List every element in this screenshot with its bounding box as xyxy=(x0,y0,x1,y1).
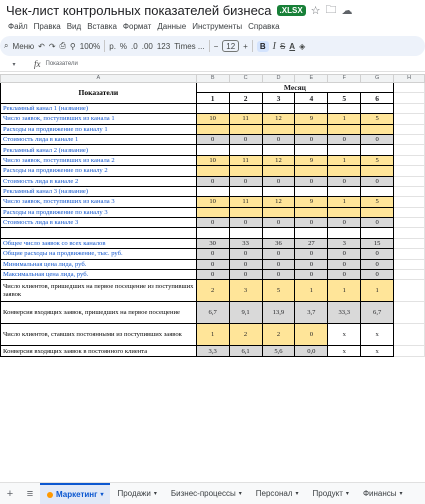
value-cell[interactable] xyxy=(196,186,229,196)
value-cell[interactable]: 1 xyxy=(295,280,328,302)
value-cell[interactable]: 11 xyxy=(229,155,262,165)
table-row xyxy=(1,259,425,269)
star-icon[interactable]: ☆ xyxy=(310,4,321,17)
value-cell[interactable]: 0 xyxy=(361,218,394,228)
menu-file[interactable]: Файл xyxy=(8,21,28,31)
table-row xyxy=(1,302,425,324)
search-icon[interactable]: ⌕ xyxy=(4,41,9,50)
menu-tools[interactable]: Инструменты xyxy=(192,21,243,31)
sheet-tab-label: Маркетинг xyxy=(56,490,98,499)
empty-cell[interactable] xyxy=(295,228,328,238)
value-cell[interactable]: 6,7 xyxy=(361,302,394,324)
value-cell[interactable]: 0 xyxy=(229,259,262,269)
file-format-badge: .XLSX xyxy=(277,5,306,16)
font-family-select[interactable]: Times ... xyxy=(174,41,205,51)
value-cell[interactable]: 3,3 xyxy=(196,346,229,356)
month-number[interactable]: 3 xyxy=(262,93,295,103)
value-cell[interactable]: 0 xyxy=(229,249,262,259)
value-cell[interactable]: 2 xyxy=(196,280,229,302)
value-cell[interactable] xyxy=(295,186,328,196)
value-cell[interactable]: 0 xyxy=(196,218,229,228)
empty-cell[interactable] xyxy=(328,228,361,238)
value-cell[interactable]: 1 xyxy=(361,280,394,302)
table-row xyxy=(1,207,425,217)
value-cell[interactable] xyxy=(361,207,394,217)
value-cell[interactable] xyxy=(361,166,394,176)
value-cell[interactable]: 11 xyxy=(229,197,262,207)
value-cell[interactable]: 5 xyxy=(361,155,394,165)
empty-cell[interactable] xyxy=(394,114,425,124)
value-cell[interactable] xyxy=(229,145,262,155)
value-cell[interactable] xyxy=(295,124,328,134)
empty-cell[interactable] xyxy=(394,134,425,144)
value-cell[interactable] xyxy=(262,145,295,155)
empty-cell[interactable] xyxy=(361,228,394,238)
menu-insert[interactable]: Вставка xyxy=(87,21,117,31)
value-cell[interactable]: 0 xyxy=(262,249,295,259)
sheet-tab-marketing[interactable] xyxy=(40,483,110,504)
row-label[interactable]: Общие расходы на продвижение, тыс. руб. xyxy=(1,249,197,259)
percent-format-button[interactable]: % xyxy=(119,41,128,51)
value-cell[interactable]: 10 xyxy=(196,155,229,165)
row-label[interactable]: Число клиентов, ставших постоянными из поступивших заявок xyxy=(1,324,197,346)
all-sheets-icon[interactable]: ≡ xyxy=(26,487,34,500)
channel-name-cell[interactable]: Рекламный канал 2 (название) xyxy=(1,145,197,155)
value-cell[interactable]: 0 xyxy=(328,134,361,144)
table-row xyxy=(1,114,425,124)
document-title[interactable]: Чек-лист контрольных показателей бизнеса xyxy=(6,2,272,18)
currency-format-button[interactable]: р. xyxy=(109,41,116,51)
value-cell[interactable]: 0 xyxy=(229,134,262,144)
table-row xyxy=(1,124,425,134)
menus-search-button[interactable]: Меню xyxy=(12,41,35,51)
value-cell[interactable] xyxy=(328,166,361,176)
value-cell[interactable]: 0 xyxy=(229,176,262,186)
empty-cell[interactable] xyxy=(394,103,425,113)
value-cell[interactable]: 36 xyxy=(262,238,295,248)
month-number[interactable]: 5 xyxy=(328,93,361,103)
empty-cell[interactable] xyxy=(229,228,262,238)
value-cell[interactable]: 2 xyxy=(229,324,262,346)
value-cell[interactable] xyxy=(361,145,394,155)
sheet-tab-label: Персонал xyxy=(255,489,293,498)
value-cell[interactable]: 11 xyxy=(229,114,262,124)
empty-cell[interactable] xyxy=(196,228,229,238)
row-label[interactable]: Минимальная цена лида, руб. xyxy=(1,259,197,269)
sheet-tab-label: Продажи xyxy=(117,489,151,498)
empty-cell[interactable] xyxy=(394,346,425,356)
empty-cell[interactable] xyxy=(394,93,425,103)
empty-cell[interactable] xyxy=(394,259,425,269)
menu-edit[interactable]: Правка xyxy=(33,21,61,31)
month-number[interactable]: 4 xyxy=(295,93,328,103)
value-cell[interactable]: 3 xyxy=(328,238,361,248)
value-cell[interactable]: 30 xyxy=(196,238,229,248)
value-cell[interactable]: 15 xyxy=(361,238,394,248)
value-cell[interactable] xyxy=(295,103,328,113)
row-label[interactable]: Расходы на продвижение по каналу 1 xyxy=(1,124,197,134)
row-label[interactable]: Число заявок, поступивших из канала 2 xyxy=(1,155,197,165)
value-cell[interactable]: 0 xyxy=(229,218,262,228)
toolbar xyxy=(0,36,425,56)
channel-name-cell[interactable]: Рекламный канал 3 (название) xyxy=(1,186,197,196)
value-cell[interactable] xyxy=(229,124,262,134)
row-label[interactable]: Расходы на продвижение по каналу 3 xyxy=(1,207,197,217)
value-cell[interactable]: 0 xyxy=(262,218,295,228)
value-cell[interactable] xyxy=(196,166,229,176)
column-header[interactable]: F xyxy=(328,75,361,83)
empty-cell[interactable] xyxy=(394,166,425,176)
column-header-row xyxy=(1,75,425,83)
value-cell[interactable]: 0 xyxy=(328,249,361,259)
value-cell[interactable]: 1 xyxy=(328,155,361,165)
value-cell[interactable]: 1 xyxy=(328,280,361,302)
title-bar xyxy=(0,0,425,20)
empty-cell[interactable] xyxy=(394,270,425,280)
value-cell[interactable] xyxy=(295,166,328,176)
value-cell[interactable]: 6,7 xyxy=(196,302,229,324)
value-cell[interactable] xyxy=(262,103,295,113)
value-cell[interactable]: 0 xyxy=(262,259,295,269)
value-cell[interactable] xyxy=(328,124,361,134)
table-row xyxy=(1,166,425,176)
value-cell[interactable]: x xyxy=(328,324,361,346)
channel-name-cell[interactable]: Рекламный канал 1 (название) xyxy=(1,103,197,113)
value-cell[interactable] xyxy=(328,145,361,155)
value-cell[interactable]: 27 xyxy=(295,238,328,248)
folder-icon[interactable]: 🗀 xyxy=(325,3,337,16)
table-row xyxy=(1,228,425,238)
empty-cell[interactable] xyxy=(394,228,425,238)
number-format-button[interactable]: 123 xyxy=(156,41,171,51)
table-row xyxy=(1,324,425,346)
value-cell[interactable] xyxy=(196,145,229,155)
value-cell[interactable]: 9 xyxy=(295,155,328,165)
month-header[interactable]: Месяц xyxy=(196,83,393,93)
value-cell[interactable]: 0 xyxy=(295,324,328,346)
value-cell[interactable]: 12 xyxy=(262,114,295,124)
sheet-tab-product[interactable] xyxy=(306,483,356,504)
table-row xyxy=(1,346,425,356)
increase-decimal-button[interactable]: .00 xyxy=(141,41,153,51)
column-header[interactable]: C xyxy=(229,75,262,83)
cloud-icon[interactable]: ☁ xyxy=(341,4,353,17)
print-icon[interactable]: ⎙ xyxy=(59,41,66,50)
sheet-tab-business-processes[interactable] xyxy=(164,483,249,504)
table-row xyxy=(1,83,425,93)
add-sheet-icon[interactable]: + xyxy=(6,487,14,500)
table-row xyxy=(1,186,425,196)
value-cell[interactable]: 0 xyxy=(328,218,361,228)
row-label[interactable]: Число заявок, поступивших из канала 3 xyxy=(1,197,197,207)
value-cell[interactable]: 5 xyxy=(262,280,295,302)
value-cell[interactable]: 0 xyxy=(295,218,328,228)
value-cell[interactable]: 0 xyxy=(196,249,229,259)
value-cell[interactable]: 0 xyxy=(262,270,295,280)
empty-cell[interactable] xyxy=(394,197,425,207)
column-header[interactable]: G xyxy=(361,75,394,83)
empty-cell[interactable] xyxy=(394,218,425,228)
table-row xyxy=(1,238,425,248)
value-cell[interactable] xyxy=(229,103,262,113)
table-row xyxy=(1,280,425,302)
value-cell[interactable] xyxy=(295,207,328,217)
empty-cell[interactable] xyxy=(1,228,197,238)
italic-button[interactable]: I xyxy=(272,40,276,52)
font-size-increase-button[interactable]: + xyxy=(243,41,248,51)
chevron-down-icon[interactable]: ▾ xyxy=(345,491,349,497)
value-cell[interactable]: 0 xyxy=(196,134,229,144)
value-cell[interactable] xyxy=(262,186,295,196)
row-label[interactable]: Число заявок, поступивших из канала 1 xyxy=(1,114,197,124)
chevron-down-icon[interactable]: ▾ xyxy=(399,491,403,497)
value-cell[interactable]: 12 xyxy=(262,197,295,207)
table-row xyxy=(1,103,425,113)
menu-format[interactable]: Формат xyxy=(122,21,152,31)
row-label[interactable]: Стоимость лида в канале 2 xyxy=(1,176,197,186)
empty-cell[interactable] xyxy=(394,176,425,186)
value-cell[interactable] xyxy=(361,186,394,196)
column-header[interactable]: B xyxy=(196,75,229,83)
value-cell[interactable]: 0 xyxy=(361,259,394,269)
value-cell[interactable]: 0 xyxy=(328,259,361,269)
value-cell[interactable] xyxy=(229,166,262,176)
month-number[interactable]: 6 xyxy=(361,93,394,103)
value-cell[interactable] xyxy=(262,207,295,217)
empty-cell[interactable] xyxy=(394,145,425,155)
text-color-button[interactable]: A xyxy=(289,41,296,51)
value-cell[interactable]: 1 xyxy=(328,114,361,124)
sheet-tabs-bar xyxy=(0,482,425,504)
chevron-down-icon[interactable]: ▾ xyxy=(238,491,242,497)
value-cell[interactable]: 0 xyxy=(196,259,229,269)
value-cell[interactable]: x xyxy=(361,346,394,356)
value-cell[interactable]: 12 xyxy=(262,155,295,165)
table-row xyxy=(1,145,425,155)
value-cell[interactable]: x xyxy=(328,346,361,356)
bold-button[interactable]: B xyxy=(257,41,269,52)
value-cell[interactable]: 0 xyxy=(196,270,229,280)
table-row xyxy=(1,218,425,228)
value-cell[interactable] xyxy=(196,103,229,113)
value-cell[interactable]: 9,1 xyxy=(229,302,262,324)
row-label[interactable]: Стоимость лида в канале 3 xyxy=(1,218,197,228)
value-cell[interactable]: x xyxy=(361,324,394,346)
value-cell[interactable]: 13,9 xyxy=(262,302,295,324)
empty-cell[interactable] xyxy=(394,249,425,259)
empty-cell[interactable] xyxy=(394,124,425,134)
value-cell[interactable]: 0 xyxy=(361,249,394,259)
empty-cell[interactable] xyxy=(394,238,425,248)
empty-cell[interactable] xyxy=(394,207,425,217)
column-header[interactable]: H xyxy=(394,75,425,83)
value-cell[interactable]: 9 xyxy=(295,114,328,124)
row-label[interactable]: Конверсия входящих заявок в постоянного клиента xyxy=(1,346,197,356)
value-cell[interactable] xyxy=(262,166,295,176)
empty-cell[interactable] xyxy=(394,83,425,93)
tab-color-dot xyxy=(47,492,53,498)
font-size-input[interactable]: 12 xyxy=(222,40,239,52)
value-cell[interactable]: 0 xyxy=(328,176,361,186)
value-cell[interactable] xyxy=(328,186,361,196)
value-cell[interactable]: 5 xyxy=(361,114,394,124)
paint-format-icon[interactable]: ⚲ xyxy=(69,41,76,51)
value-cell[interactable]: 10 xyxy=(196,197,229,207)
value-cell[interactable] xyxy=(328,103,361,113)
month-number[interactable]: 1 xyxy=(196,93,229,103)
font-size-decrease-button[interactable]: − xyxy=(213,41,219,51)
value-cell[interactable]: 9 xyxy=(295,197,328,207)
value-cell[interactable]: 0,0 xyxy=(295,346,328,356)
value-cell[interactable]: 0 xyxy=(262,134,295,144)
column-header[interactable]: A xyxy=(1,75,197,83)
value-cell[interactable]: 3 xyxy=(229,280,262,302)
value-cell[interactable]: 0 xyxy=(295,270,328,280)
name-box[interactable]: ▾ xyxy=(12,61,16,68)
zoom-select[interactable]: 100% xyxy=(79,41,101,51)
value-cell[interactable]: 0 xyxy=(196,176,229,186)
redo-icon[interactable]: ↷ xyxy=(48,41,56,51)
value-cell[interactable]: 33 xyxy=(229,238,262,248)
menu-help[interactable]: Справка xyxy=(248,21,280,31)
empty-cell[interactable] xyxy=(394,324,425,346)
value-cell[interactable]: 0 xyxy=(295,259,328,269)
value-cell[interactable]: 1 xyxy=(196,324,229,346)
row-label[interactable]: Конверсия входящих заявок, пришедших на первое посещение xyxy=(1,302,197,324)
value-cell[interactable]: 6,1 xyxy=(229,346,262,356)
value-cell[interactable]: 10 xyxy=(196,114,229,124)
sheet-tab-label: Бизнес-процессы xyxy=(170,489,236,498)
empty-cell[interactable] xyxy=(262,228,295,238)
table-row xyxy=(1,270,425,280)
empty-cell[interactable] xyxy=(394,280,425,302)
value-cell[interactable]: 5 xyxy=(361,197,394,207)
value-cell[interactable]: 5,6 xyxy=(262,346,295,356)
value-cell[interactable]: 1 xyxy=(328,197,361,207)
row-label[interactable]: Число клиентов, пришедших на первое посещение из поступивших заявок xyxy=(1,280,197,302)
value-cell[interactable]: 0 xyxy=(361,270,394,280)
chevron-down-icon[interactable]: ▾ xyxy=(100,492,104,498)
value-cell[interactable]: 0 xyxy=(361,134,394,144)
table-row xyxy=(1,249,425,259)
value-cell[interactable]: 33,3 xyxy=(328,302,361,324)
column-header[interactable]: D xyxy=(262,75,295,83)
menu-data[interactable]: Данные xyxy=(157,21,187,31)
table-row xyxy=(1,134,425,144)
value-cell[interactable] xyxy=(328,207,361,217)
undo-icon[interactable]: ↶ xyxy=(38,41,45,51)
sheet-tab-personnel[interactable] xyxy=(249,483,306,504)
value-cell[interactable] xyxy=(361,103,394,113)
row-label[interactable]: Общее число заявок со всех каналов xyxy=(1,238,197,248)
sheet-table xyxy=(0,74,425,357)
menu-view[interactable]: Вид xyxy=(66,21,82,31)
toolbar-divider xyxy=(104,40,105,52)
value-cell[interactable] xyxy=(196,207,229,217)
sheet-tab-label: Финансы xyxy=(362,489,397,498)
value-cell[interactable]: 3,7 xyxy=(295,302,328,324)
indicators-header[interactable]: Показатели xyxy=(1,83,197,104)
table-row xyxy=(1,155,425,165)
empty-cell[interactable] xyxy=(394,186,425,196)
value-cell[interactable]: 0 xyxy=(262,176,295,186)
decrease-decimal-button[interactable]: .0 xyxy=(131,41,138,51)
formula-input[interactable]: Показатели xyxy=(45,61,78,67)
chevron-down-icon[interactable]: ▾ xyxy=(153,491,157,497)
value-cell[interactable]: 0 xyxy=(361,176,394,186)
menu-bar xyxy=(0,19,425,33)
row-label[interactable]: Стоимость лида в канале 1 xyxy=(1,134,197,144)
strikethrough-button[interactable]: S xyxy=(279,41,286,51)
value-cell[interactable]: 0 xyxy=(295,134,328,144)
value-cell[interactable]: 0 xyxy=(229,270,262,280)
value-cell[interactable]: 0 xyxy=(328,270,361,280)
formula-bar xyxy=(0,57,425,72)
toolbar-divider xyxy=(209,40,210,52)
fx-icon: fx xyxy=(34,59,41,69)
value-cell[interactable]: 0 xyxy=(295,176,328,186)
row-label[interactable]: Расходы на продвижение по каналу 2 xyxy=(1,166,197,176)
empty-cell[interactable] xyxy=(394,155,425,165)
value-cell[interactable] xyxy=(262,124,295,134)
chevron-down-icon[interactable]: ▾ xyxy=(295,491,299,497)
sheet-tab-finance[interactable] xyxy=(356,483,410,504)
row-label[interactable]: Максимальная цена лида, руб. xyxy=(1,270,197,280)
sheet-tab-label: Продукт xyxy=(312,489,343,498)
toolbar-divider xyxy=(252,40,253,52)
sheet-tab-sales[interactable] xyxy=(110,483,163,504)
value-cell[interactable] xyxy=(295,145,328,155)
value-cell[interactable]: 0 xyxy=(295,249,328,259)
table-row xyxy=(1,197,425,207)
table-row xyxy=(1,176,425,186)
fill-color-icon[interactable]: ◈ xyxy=(299,41,306,51)
spreadsheet-grid[interactable] xyxy=(0,74,425,474)
month-number[interactable]: 2 xyxy=(229,93,262,103)
value-cell[interactable]: 2 xyxy=(262,324,295,346)
value-cell[interactable] xyxy=(229,207,262,217)
value-cell[interactable] xyxy=(229,186,262,196)
value-cell[interactable] xyxy=(361,124,394,134)
column-header[interactable]: E xyxy=(295,75,328,83)
value-cell[interactable] xyxy=(196,124,229,134)
empty-cell[interactable] xyxy=(394,302,425,324)
